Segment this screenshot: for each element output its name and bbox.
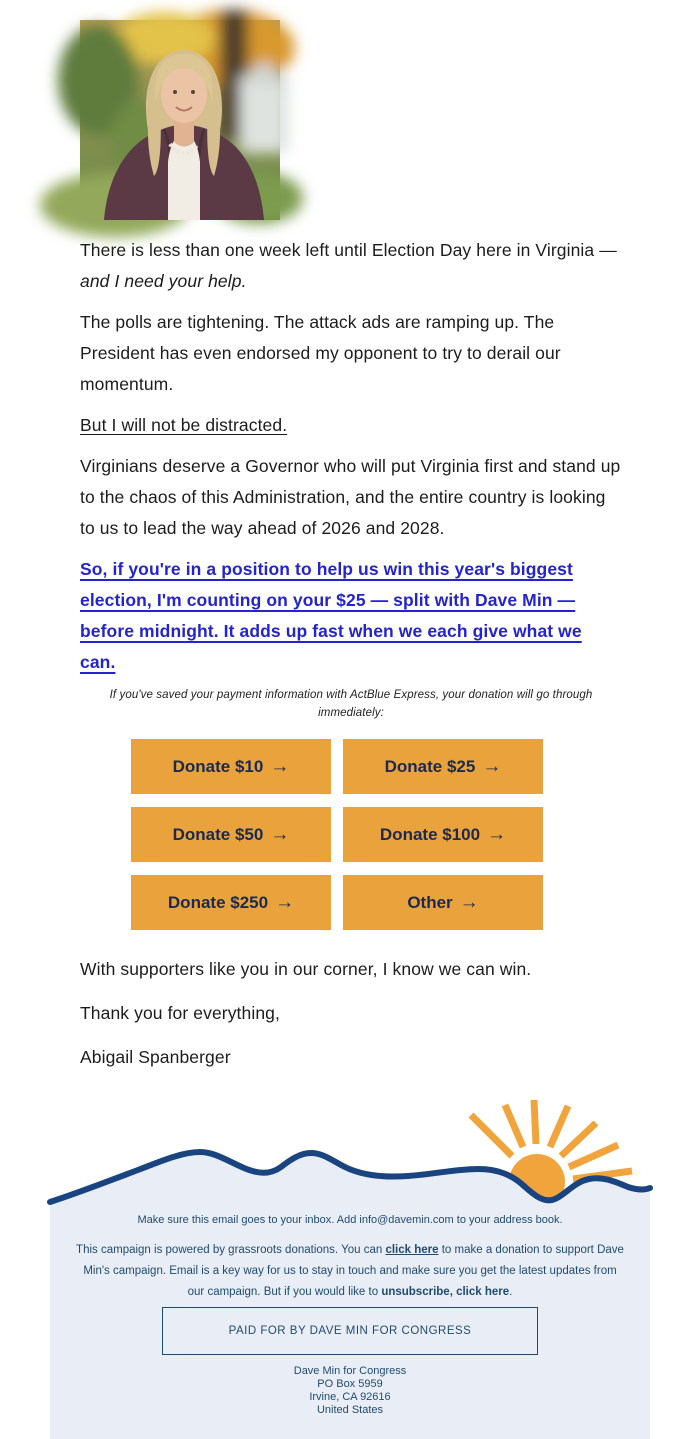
email-content — [80, 235, 622, 1073]
arrow-right-icon: → — [487, 823, 507, 845]
donate-250-button[interactable] — [131, 875, 331, 930]
wave-sun-illustration — [50, 1098, 650, 1210]
donate-button-grid — [131, 739, 622, 930]
actblue-express-note: If you've saved your payment information with ActBlue Express, your donation will go through immediately: — [109, 689, 593, 719]
paragraph-virginians: Virginians deserve a Governor who will put Virginia first and stand up to the chaos of this Administration, and the entire country is looking to us to lead the way ahead of 2026 and 2028. — [80, 456, 621, 538]
address-line-city: Irvine, CA 92616 — [309, 1391, 391, 1403]
arrow-right-icon: → — [270, 823, 290, 845]
donate-10-button[interactable] — [131, 739, 331, 794]
address-line-country: United States — [316, 1404, 384, 1416]
paragraph-polls: The polls are tightening. The attack ads are ramping up. The President has even endorsed my opponent to try to derail our momentum. — [80, 312, 561, 394]
footer — [50, 1098, 650, 1439]
candidate-photo — [80, 20, 280, 220]
donate-other-button[interactable] — [343, 875, 543, 930]
email-body — [0, 20, 700, 1416]
grassroots-disclaimer — [50, 1240, 650, 1303]
signature: Abigail Spanberger — [80, 1047, 231, 1067]
donate-50-button[interactable] — [131, 807, 331, 862]
intro-text: There is less than one week left until Election Day here in Virginia — — [80, 240, 617, 260]
address-line-pobox: PO Box 5959 — [317, 1378, 383, 1390]
paragraph-intro — [80, 235, 622, 297]
arrow-right-icon: → — [459, 891, 479, 913]
disclaimer-text: This campaign is powered by grassroots donations. You can — [76, 1244, 386, 1256]
closing-thanks: Thank you for everything, — [80, 1003, 280, 1023]
disclaimer-text: to make a donation to support Dave Min's campaign. Email is a key way for us to stay in touch and make sure you get the latest updates from our campaign. But if you would like to — [83, 1244, 624, 1298]
mailing-address — [50, 1365, 650, 1417]
intro-italic-text: and I need your help. — [80, 271, 247, 291]
unsubscribe-link[interactable]: unsubscribe, click here — [381, 1286, 510, 1298]
arrow-right-icon: → — [270, 755, 290, 777]
donation-cta-link[interactable]: So, if you're in a position to help us win this year's biggest election, I'm counting on your $25 — split with Dave Min — before midnight. It adds up fast when we each give what we can. — [80, 559, 582, 672]
arrow-right-icon: → — [482, 755, 502, 777]
paid-for-text: PAID FOR BY DAVE MIN FOR CONGRESS — [228, 1325, 472, 1337]
paragraph-distracted: But I will not be distracted. — [80, 415, 288, 435]
paid-for-disclaimer-box — [162, 1307, 538, 1355]
inbox-note: Make sure this email goes to your inbox. Add info@davemin.com to your address book. — [137, 1214, 563, 1226]
closing-line: With supporters like you in our corner, I know we can win. — [80, 959, 532, 979]
donate-25-label: Donate $25 — [384, 756, 476, 776]
donate-100-button[interactable] — [343, 807, 543, 862]
donate-10-label: Donate $10 — [172, 756, 264, 776]
disclaimer-text: . — [509, 1286, 513, 1298]
donate-50-label: Donate $50 — [172, 824, 264, 844]
donate-other-label: Other — [407, 892, 453, 912]
arrow-right-icon: → — [275, 891, 295, 913]
donate-100-label: Donate $100 — [379, 824, 481, 844]
donate-250-label: Donate $250 — [167, 892, 269, 912]
footer-body — [50, 1210, 650, 1439]
donate-25-button[interactable] — [343, 739, 543, 794]
address-line-committee: Dave Min for Congress — [293, 1365, 407, 1377]
closing-block — [80, 954, 622, 1073]
donation-link[interactable]: click here — [385, 1244, 439, 1256]
